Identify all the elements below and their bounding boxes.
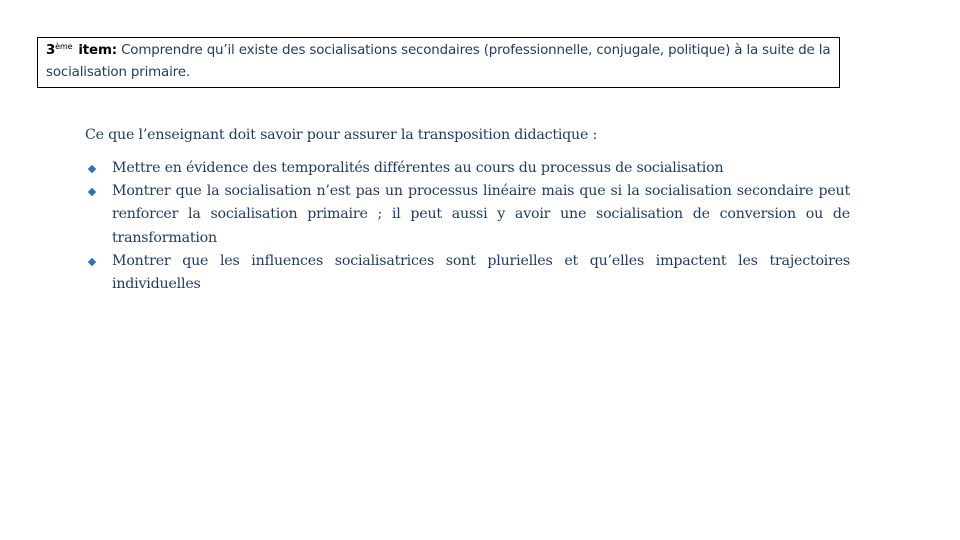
bullet-text: Montrer que les influences socialisatrices sont plurielles et qu’elles impactent les trajectoires individuelles [112,252,850,293]
bullet-list [85,157,850,296]
bullet-text: Mettre en évidence des temporalités différentes au cours du processus de socialisation [112,160,724,176]
bullet-text: Montrer que la socialisation n’est pas un processus linéaire mais que si la socialisation secondaire peut renforcer la socialisation primaire ; il peut aussi y avoir une socialisation de conversion ou de transformation [112,183,850,246]
list-item [85,250,850,296]
item-box [37,37,840,88]
diamond-bullet-icon [85,251,99,273]
list-item [85,180,850,250]
item-number: 3ème [46,42,73,58]
intro-text: Ce que l’enseignant doit savoir pour assurer la transposition didactique : [85,127,598,143]
item-number-suffix: ème [55,42,73,51]
diamond-bullet-icon [85,181,99,203]
diamond-bullet-icon [85,158,99,180]
item-keyword: item: [78,43,117,58]
list-item [85,157,850,180]
item-text: Comprendre qu’il existe des socialisations secondaires (professionnelle, conjugale, politique) à la suite de la socialisation primaire. [46,43,831,80]
